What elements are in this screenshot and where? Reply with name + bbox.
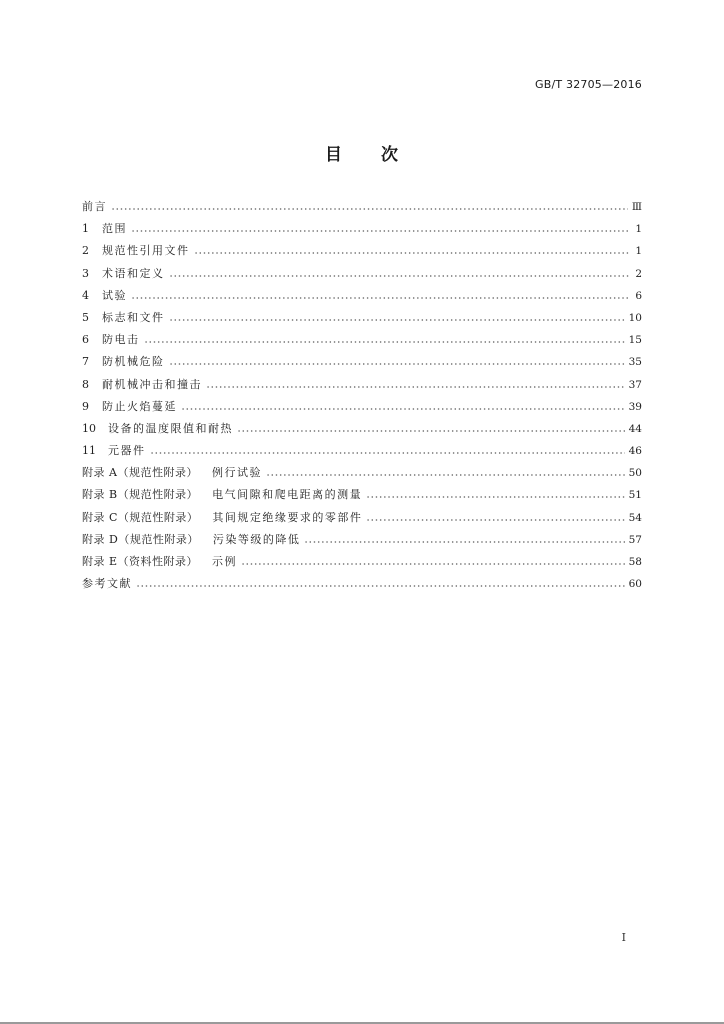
toc-entry-number: 11 [82, 444, 96, 458]
toc-entry-label: 防电击 [102, 333, 140, 347]
toc-entry-number: 4 [82, 288, 89, 302]
leader-dots [136, 577, 625, 588]
leader-dots [366, 511, 624, 522]
toc-entry-page: 57 [628, 533, 642, 546]
toc-entry-label: 术语和定义 [102, 266, 165, 280]
toc-entry-number: 5 [82, 310, 89, 324]
toc-entry-appendix-c[interactable] [82, 509, 642, 531]
toc-entry-number: 7 [82, 355, 89, 369]
toc-entry-page: 46 [628, 445, 642, 458]
leader-dots [169, 311, 625, 322]
toc-entry-page: 10 [628, 311, 642, 324]
toc-entry-label: 规范性引用文件 [102, 244, 190, 258]
toc-entry-page: 6 [635, 289, 642, 302]
toc-entry-8[interactable] [82, 376, 642, 398]
toc-entry-label: 设备的温度限值和耐热 [108, 421, 233, 435]
toc-entry-label: 前言 [82, 200, 107, 213]
toc-entry-page: 37 [628, 378, 642, 391]
toc-entry-number: 6 [82, 333, 89, 347]
toc-entry-page: Ⅲ [631, 201, 642, 213]
toc-entry-label: 试验 [102, 288, 127, 302]
toc-entry-page: 54 [628, 511, 642, 524]
leader-dots [241, 555, 625, 566]
leader-dots [169, 267, 631, 278]
toc-entry-page: 35 [628, 356, 642, 369]
leader-dots [304, 533, 624, 544]
toc-entry-label: 防机械危险 [102, 355, 165, 369]
toc-entry-appendix-prefix: 附录 E（资料性附录） [82, 555, 199, 568]
toc-entry-label: 标志和文件 [102, 310, 165, 324]
toc-entry-label: 参考文献 [82, 577, 132, 591]
toc-entry-page: 1 [635, 245, 642, 258]
leader-dots [131, 222, 630, 233]
toc-entry-label: 元器件 [108, 444, 146, 458]
toc-entry-label: 电气间隙和爬电距离的测量 [212, 488, 363, 502]
toc-entry-number: 3 [82, 266, 89, 280]
toc-entry-page: 2 [635, 267, 642, 280]
leader-dots [366, 488, 625, 499]
toc-entry-number: 10 [82, 421, 96, 435]
toc-entry-page: 15 [628, 334, 642, 347]
leader-dots [206, 378, 625, 389]
toc-entry-7[interactable] [82, 353, 642, 375]
toc-entry-number: 2 [82, 244, 89, 258]
standard-code: GB/T 32705—2016 [535, 78, 642, 91]
toc-entry-references[interactable] [82, 575, 642, 597]
toc-entry-9[interactable] [82, 398, 642, 420]
toc-title-part1: 目 [325, 145, 343, 165]
toc-entry-page: 60 [628, 578, 642, 591]
toc-entry-2[interactable] [82, 242, 642, 264]
toc-entry-label: 防止火焰蔓延 [102, 399, 177, 413]
toc-entry-5[interactable] [82, 309, 642, 331]
toc-entry-3[interactable] [82, 265, 642, 287]
toc-entry-label: 范围 [102, 222, 127, 236]
leader-dots [194, 244, 631, 255]
toc-entry-page: 44 [628, 422, 642, 435]
toc-entry-appendix-e[interactable] [82, 553, 642, 575]
toc-entry-appendix-a[interactable] [82, 464, 642, 486]
toc-entry-label: 例行试验 [211, 466, 262, 480]
toc-entry-number: 9 [82, 399, 89, 413]
leader-dots [131, 289, 630, 300]
leader-dots [111, 200, 628, 211]
toc-entry-label: 耐机械冲击和撞击 [102, 377, 202, 391]
toc-entry-6[interactable] [82, 331, 642, 353]
toc-entry-appendix-prefix: 附录 B（规范性附录） [82, 488, 199, 502]
toc-entry-11[interactable] [82, 442, 642, 464]
toc-entry-page: 58 [628, 556, 642, 568]
toc-title [0, 140, 724, 165]
toc-entry-appendix-b[interactable] [82, 486, 642, 508]
toc-entry-4[interactable] [82, 287, 642, 309]
toc-entry-appendix-prefix: 附录 C（规范性附录） [82, 510, 199, 524]
leader-dots [144, 333, 625, 344]
toc-entry-page: 51 [628, 489, 642, 502]
toc-entry-appendix-prefix: 附录 A（规范性附录） [82, 466, 198, 480]
toc-entry-appendix-prefix: 附录 D（规范性附录） [82, 532, 199, 546]
toc-entry-page: 50 [628, 467, 642, 480]
leader-dots [169, 355, 625, 366]
toc-entry-page: 39 [628, 400, 642, 413]
leader-dots [237, 422, 625, 433]
toc-title-part2: 次 [381, 145, 399, 165]
leader-dots [266, 466, 625, 477]
toc-entry-label: 其间规定绝缘要求的零部件 [212, 510, 363, 524]
leader-dots [181, 400, 625, 411]
toc-entry-label: 污染等级的降低 [212, 532, 301, 546]
toc-entry-label: 示例 [212, 555, 238, 568]
toc-entry-10[interactable] [82, 420, 642, 442]
leader-dots [150, 444, 625, 455]
toc-entry-foreword[interactable] [82, 198, 642, 220]
toc-entry-number: 1 [82, 222, 89, 236]
toc-list [82, 198, 642, 597]
page-number: I [621, 931, 626, 944]
toc-entry-number: 8 [82, 377, 89, 391]
toc-entry-appendix-d[interactable] [82, 531, 642, 553]
toc-entry-page: 1 [635, 223, 642, 236]
toc-entry-1[interactable] [82, 220, 642, 242]
